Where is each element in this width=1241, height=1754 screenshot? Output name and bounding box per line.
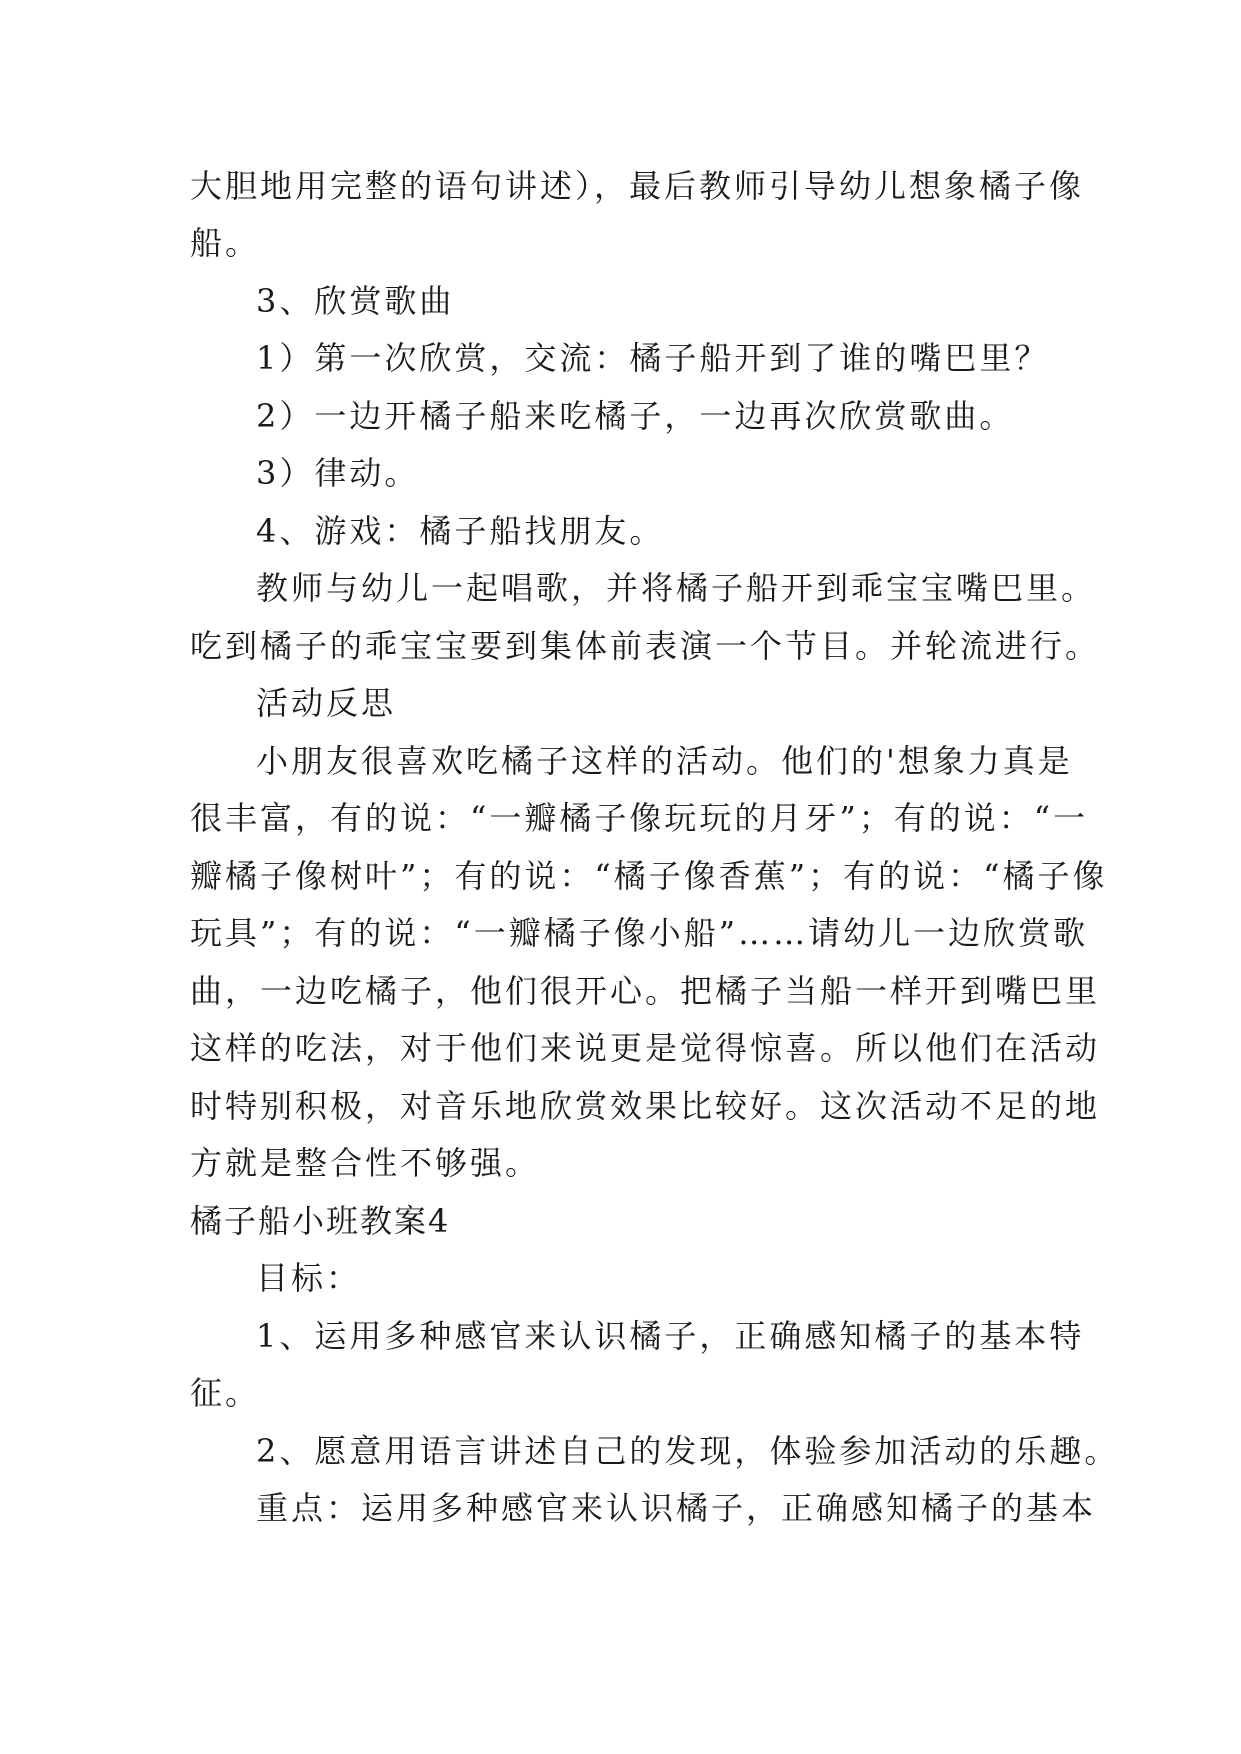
paragraph-line: 很丰富，有的说：“一瓣橘子像玩玩的月牙”；有的说：“一 <box>190 799 1089 837</box>
paragraph-line: 教师与幼儿一起唱歌，并将橘子船开到乖宝宝嘴巴里。 <box>256 569 1097 607</box>
list-item: 1、运用多种感官来认识橘子，正确感知橘子的基本特 <box>256 1317 1085 1355</box>
section-heading: 目标： <box>256 1259 362 1297</box>
section-heading: 活动反思 <box>256 684 397 722</box>
paragraph-line: 曲，一边吃橘子，他们很开心。把橘子当船一样开到嘴巴里 <box>190 972 1101 1010</box>
paragraph-line: 重点：运用多种感官来认识橘子，正确感知橘子的基本 <box>256 1489 1097 1527</box>
paragraph-line: 方就是整合性不够强。 <box>190 1144 541 1182</box>
document-title: 橘子船小班教案4 <box>190 1202 451 1240</box>
paragraph-line: 瓣橘子像树叶”；有的说：“橘子像香蕉”；有的说：“橘子像 <box>190 857 1108 895</box>
paragraph-line: 船。 <box>190 224 261 262</box>
list-item: 2、愿意用语言讲述自己的发现，体验参加活动的乐趣。 <box>256 1432 1120 1470</box>
section-heading: 4、游戏：橘子船找朋友。 <box>256 512 665 550</box>
paragraph-line: 时特别积极，对音乐地欣赏效果比较好。这次活动不足的地 <box>190 1087 1101 1125</box>
paragraph-line: 征。 <box>190 1374 261 1412</box>
section-heading: 3、欣赏歌曲 <box>256 282 455 320</box>
paragraph-line: 大胆地用完整的语句讲述），最后教师引导幼儿想象橘子像 <box>190 167 1085 205</box>
paragraph-line: 吃到橘子的乖宝宝要到集体前表演一个节目。并轮流进行。 <box>190 627 1101 665</box>
paragraph-line: 这样的吃法，对于他们来说更是觉得惊喜。所以他们在活动 <box>190 1029 1101 1067</box>
list-item: 1）第一次欣赏，交流：橘子船开到了谁的嘴巴里？ <box>256 339 1050 377</box>
list-item: 3）律动。 <box>256 454 420 492</box>
paragraph-line: 玩具”；有的说：“一瓣橘子像小船”……请幼儿一边欣赏歌 <box>190 914 1089 952</box>
list-item: 2）一边开橘子船来吃橘子，一边再次欣赏歌曲。 <box>256 397 1015 435</box>
paragraph-line: 小朋友很喜欢吃橘子这样的活动。他们的'想象力真是 <box>256 742 1073 780</box>
